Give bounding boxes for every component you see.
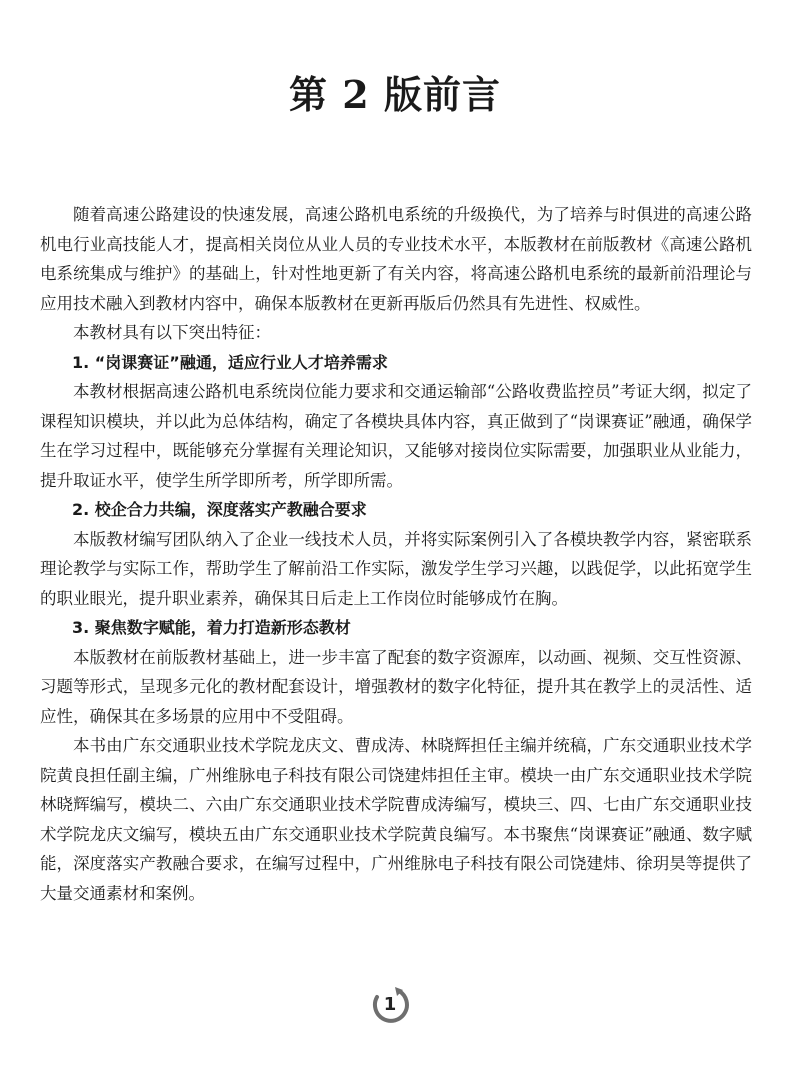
feature-paragraph-1: 本教材根据高速公路机电系统岗位能力要求和交通运输部“公路收费监控员”考证大纲，拟定了课程知识模块，并以此为总体结构，确定了各模块具体内容，真正做到了“岗课赛证”融通，确保学生在学习过程中，既能够充分掌握有关理论知识，又能够对接岗位实际需要，加强职业从业能力，提升取证水平，使学生所学即所考，所学即所需。: [40, 382, 752, 490]
preface-body: [40, 200, 752, 908]
feature-paragraph-2: 本版教材编写团队纳入了企业一线技术人员，并将实际案例引入了各模块教学内容，紧密联系理论教学与实际工作，帮助学生了解前沿工作实际，激发学生学习兴趣，以践促学，以此拓宽学生的职业眼光，提升职业素养，确保其日后走上工作岗位时能够成竹在胸。: [40, 529, 752, 608]
feature-heading-3: 3. 聚焦数字赋能，着力打造新形态教材: [72, 618, 351, 637]
intro-paragraph: 随着高速公路建设的快速发展，高速公路机电系统的升级换代，为了培养与时俱进的高速公路机电行业高技能人才，提高相关岗位从业人员的专业技术水平，本版教材在前版教材《高速公路机电系统集成与维护》的基础上，针对性地更新了有关内容，将高速公路机电系统的最新前沿理论与应用技术融入到教材内容中，确保本版教材在更新再版后仍然具有先进性、权威性。: [40, 205, 752, 313]
authors-paragraph: 本书由广东交通职业技术学院龙庆文、曹成涛、林晓辉担任主编并统稿，广东交通职业技术学院黄良担任副主编，广州维脉电子科技有限公司饶建炜担任主审。模块一由广东交通职业技术学院林晓辉编写，模块二、六由广东交通职业技术学院曹成涛编写，模块三、四、七由广东交通职业技术学院龙庆文编写，模块五由广东交通职业技术学院黄良编写。本书聚焦“岗课赛证”融通、数字赋能，深度落实产教融合要求，在编写过程中，广州维脉电子科技有限公司饶建炜、徐玥昊等提供了大量交通素材和案例。: [40, 736, 752, 903]
feature-heading-1: 1. “岗课赛证”融通，适应行业人才培养需求: [72, 352, 388, 372]
page-number-badge: [369, 985, 411, 1027]
feature-heading-2: 2. 校企合力共编，深度落实产教融合要求: [72, 500, 367, 519]
page-number: 1: [383, 994, 397, 1015]
features-lead-paragraph: 本教材具有以下突出特征：: [73, 323, 271, 342]
page-title: 第 2 版前言: [289, 72, 501, 117]
feature-paragraph-3: 本版教材在前版教材基础上，进一步丰富了配套的数字资源库，以动画、视频、交互性资源、习题等形式，呈现多元化的教材配套设计，增强教材的数字化特征，提升其在教学上的灵活性、适应性，确保其在多场景的应用中不受阻碍。: [40, 647, 752, 726]
